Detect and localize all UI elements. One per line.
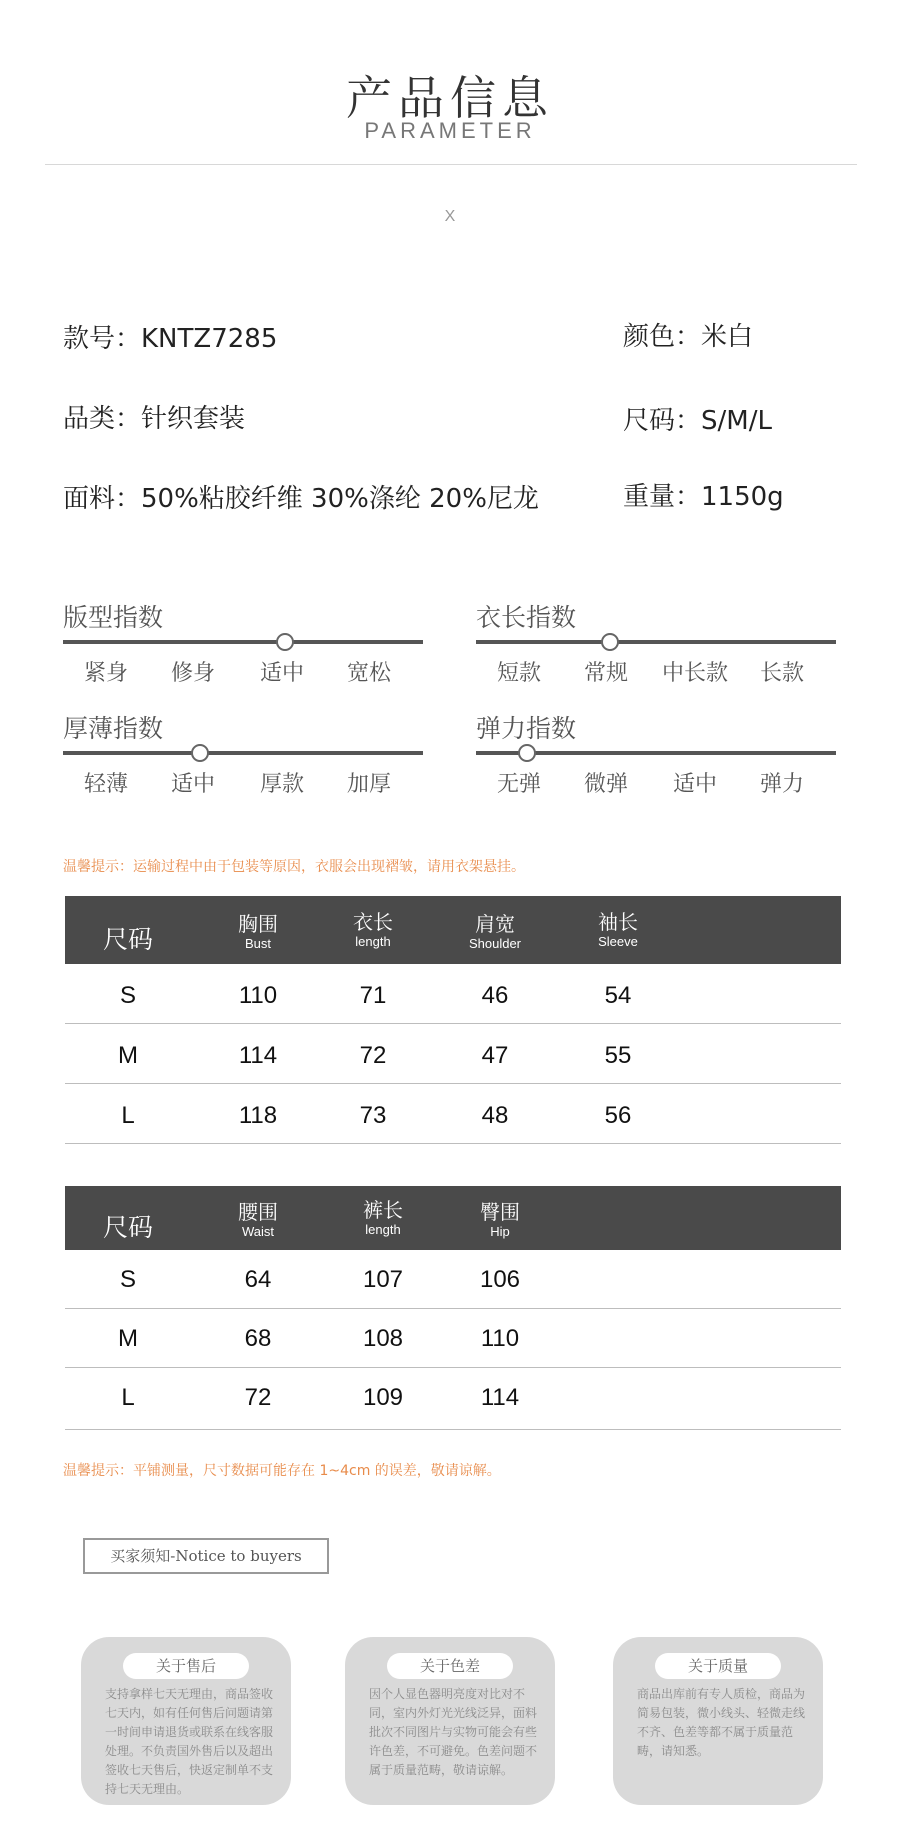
weight: 重量：1150g	[623, 482, 784, 512]
length-index-knob	[601, 633, 619, 651]
fit-index-track	[63, 640, 423, 644]
column-header: 臀围	[480, 1200, 520, 1224]
table-cell: 108	[362, 1325, 404, 1352]
table-cell: 114	[480, 1384, 520, 1411]
column-header: 裤长	[363, 1198, 403, 1222]
row-divider	[65, 1143, 841, 1144]
column-header-en: Sleeve	[598, 934, 638, 949]
elasticity-tick: 微弹	[583, 772, 628, 797]
thickness-index	[63, 709, 423, 819]
table-cell: 118	[238, 1102, 278, 1129]
table-cell: 55	[604, 1042, 632, 1069]
column-header-en: Bust	[244, 936, 271, 951]
table-cell: 107	[362, 1266, 404, 1293]
thickness-tick: 适中	[170, 772, 215, 797]
elasticity-tick: 无弹	[496, 772, 541, 797]
elasticity-index-knob	[518, 744, 536, 762]
table-cell: 110	[480, 1325, 520, 1352]
table-cell: 114	[238, 1042, 278, 1069]
table-row	[65, 964, 841, 1024]
thickness-tick: 厚款	[259, 772, 304, 797]
thickness-index-title: 厚薄指数	[63, 714, 164, 743]
table-cell: 48	[481, 1102, 509, 1129]
table-cell: 54	[604, 982, 632, 1009]
column-header-en: Shoulder	[468, 936, 522, 951]
column-header-en: Waist	[241, 1224, 275, 1239]
fit-tick: 宽松	[346, 661, 391, 686]
quality-card	[613, 1637, 823, 1805]
card-body: 商品出库前有专人质检，商品为简易包装，微小线头、轻微走线不齐、色差等都不属于质量范畴，请知悉。	[637, 1687, 806, 1758]
style-number: 款号：KNTZ7285	[63, 324, 278, 354]
table-row	[65, 1250, 841, 1309]
table-cell: S	[119, 982, 136, 1009]
fabric: 面料：50%粘胶纤维 30%涤纶 20%尼龙	[63, 484, 539, 514]
measurement-tip: 温馨提示：平铺测量，尺寸数据可能存在 1~4cm 的误差，敬请谅解。	[63, 1463, 501, 1479]
table-cell: M	[118, 1325, 138, 1352]
column-header-en: Hip	[490, 1224, 510, 1239]
length-tick: 中长款	[661, 661, 728, 686]
table-cell: 109	[362, 1384, 404, 1411]
table-cell: 106	[479, 1266, 521, 1293]
row-divider	[65, 1429, 841, 1430]
column-header-en: length	[365, 1222, 401, 1237]
fit-index	[63, 598, 423, 708]
thickness-index-track	[63, 751, 423, 755]
card-body: 因个人显色器明亮度对比对不同，室内外灯光光线泛异，面料批次不同图片与实物可能会有些许色差，不可避免。色差问题不属于质量范畴，敬请谅解。	[369, 1687, 538, 1777]
table-row	[65, 1368, 841, 1430]
column-header: 衣长	[353, 910, 393, 934]
divider	[45, 164, 857, 165]
table-cell: 72	[244, 1384, 272, 1411]
card-body: 支持拿样七天无理由，商品签收七天内，如有任何售后问题请第一时间申请退货或联系在线客服处理。不负责国外售后以及超出签收七天售后，快返定制单不支持七天无理由。	[105, 1687, 274, 1796]
table-cell: 110	[238, 982, 278, 1009]
table-cell: L	[121, 1102, 135, 1129]
size-header: 尺码	[103, 1213, 154, 1242]
x-mark: X	[444, 208, 456, 225]
category: 品类：针织套装	[63, 404, 246, 434]
table-cell: S	[119, 1266, 136, 1293]
fit-tick: 修身	[170, 661, 215, 686]
thickness-index-knob	[191, 744, 209, 762]
length-tick: 短款	[496, 661, 541, 686]
thickness-tick: 加厚	[346, 772, 391, 797]
table-row	[65, 1309, 841, 1368]
page-subtitle: PARAMETER	[364, 118, 536, 143]
bottom-size-table	[65, 1186, 841, 1436]
table-cell: 47	[481, 1042, 509, 1069]
length-tick: 长款	[759, 661, 804, 686]
elasticity-index-title: 弹力指数	[476, 714, 577, 743]
elasticity-tick: 适中	[672, 772, 717, 797]
size-header: 尺码	[103, 925, 154, 954]
fit-index-knob	[276, 633, 294, 651]
table-cell: M	[118, 1042, 138, 1069]
size-options: 尺码：S/M/L	[623, 406, 772, 436]
table-cell: 46	[481, 982, 509, 1009]
length-index	[476, 598, 836, 708]
table-row	[65, 1024, 841, 1084]
table-cell: 71	[359, 982, 387, 1009]
after-sales-card	[81, 1637, 291, 1805]
card-title: 关于售后	[123, 1653, 249, 1679]
column-header-en: length	[355, 934, 391, 949]
top-table-header	[65, 896, 841, 964]
length-tick: 常规	[583, 661, 628, 686]
column-header: 袖长	[598, 910, 638, 934]
table-cell: 73	[359, 1102, 387, 1129]
table-cell: 72	[359, 1042, 387, 1069]
length-index-track	[476, 640, 836, 644]
column-header: 肩宽	[475, 912, 515, 936]
elasticity-index	[476, 709, 836, 819]
length-index-title: 衣长指数	[476, 603, 577, 632]
color: 颜色：米白	[623, 322, 754, 352]
card-title: 关于质量	[655, 1653, 781, 1679]
table-row	[65, 1084, 841, 1144]
card-title: 关于色差	[387, 1653, 513, 1679]
shipping-tip: 温馨提示：运输过程中由于包装等原因，衣服会出现褶皱，请用衣架悬挂。	[63, 859, 525, 875]
fit-tick: 适中	[259, 661, 304, 686]
column-header: 胸围	[238, 912, 278, 936]
table-cell: L	[121, 1384, 135, 1411]
fit-index-title: 版型指数	[63, 603, 164, 632]
table-cell: 64	[244, 1266, 272, 1293]
top-size-table	[65, 896, 841, 1148]
notice-to-buyers: 买家须知-Notice to buyers	[83, 1538, 329, 1574]
table-cell: 56	[604, 1102, 632, 1129]
elasticity-tick: 弹力	[759, 772, 804, 797]
bottom-table-header	[65, 1186, 841, 1250]
fit-tick: 紧身	[83, 661, 128, 686]
page-title: 产品信息	[346, 71, 554, 125]
color-difference-card	[345, 1637, 555, 1805]
thickness-tick: 轻薄	[83, 772, 128, 797]
column-header: 腰围	[238, 1200, 278, 1224]
table-cell: 68	[244, 1325, 272, 1352]
